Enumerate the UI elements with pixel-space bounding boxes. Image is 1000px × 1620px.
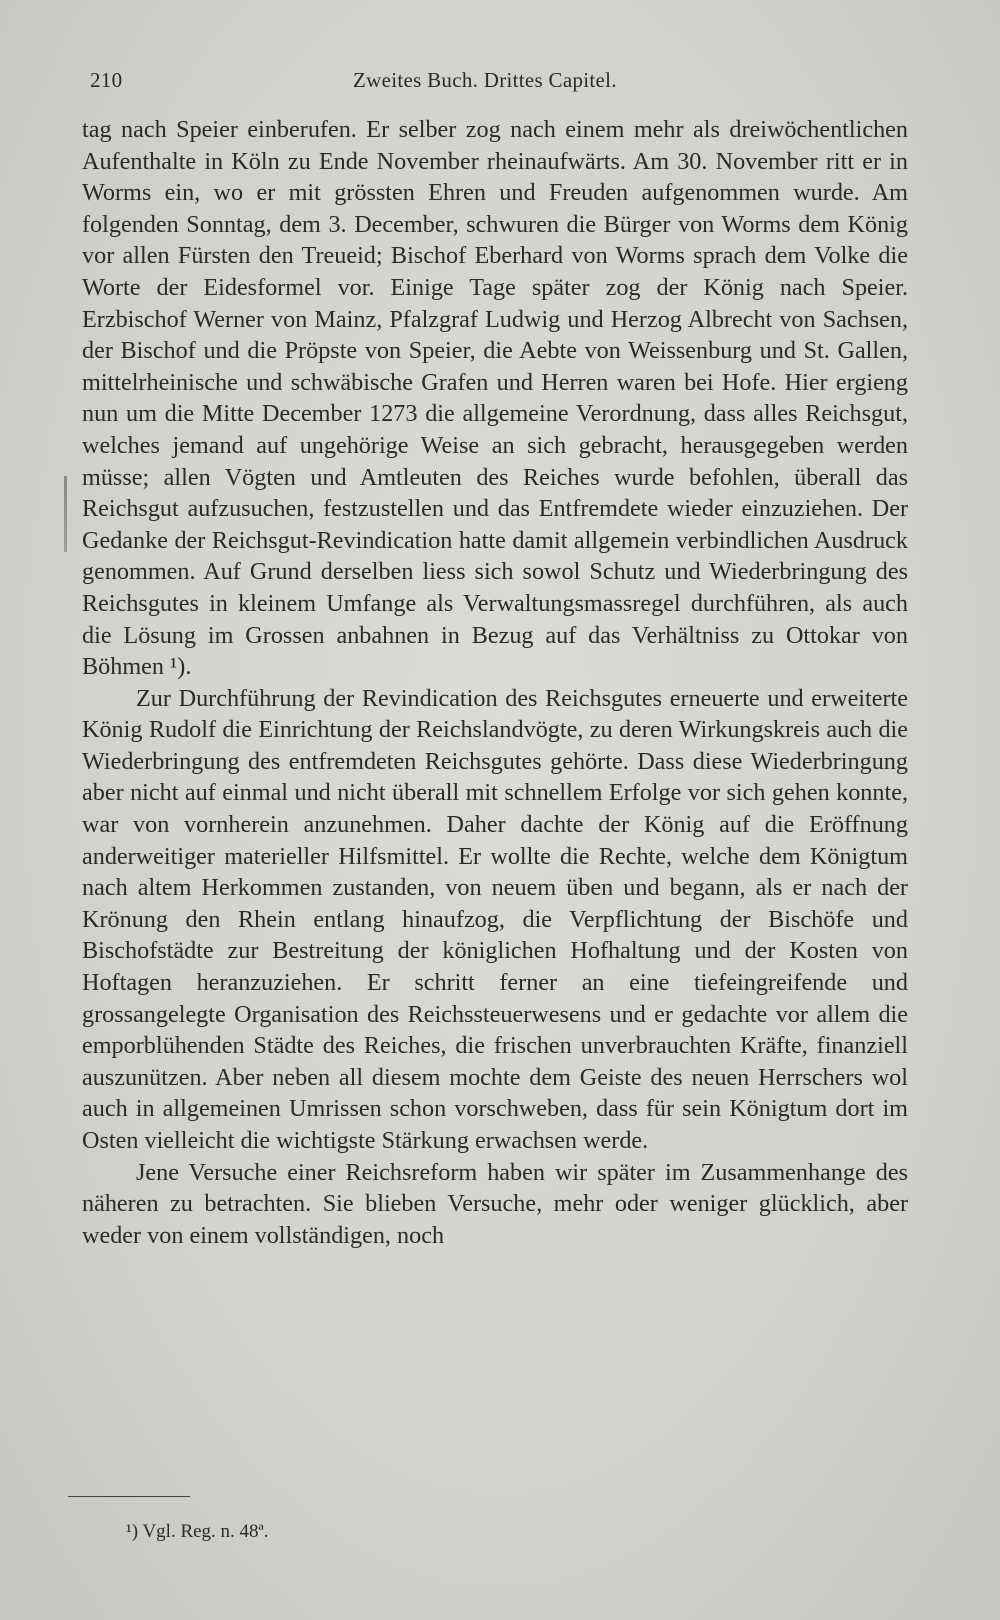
footnote-rule — [68, 1496, 190, 1497]
body-text — [82, 114, 908, 1251]
footnote — [126, 1521, 269, 1543]
footnote-marker: ¹) — [126, 1521, 139, 1542]
paragraph-3: Jene Versuche einer Reichsreform haben wir später im Zusammenhange des näheren zu betrachten. Sie blieben Versuche, mehr oder weniger glücklich, aber weder von einem vollständigen, noch — [82, 1158, 908, 1249]
paragraph-1: tag nach Speier einberufen. Er selber zog nach einem mehr als dreiwöchentlichen Aufenthalte in Köln zu Ende November rheinaufwärts. Am 30. November ritt er in Worms ein, wo er mit grössten Ehren und Freuden aufgenommen wurde. Am folgenden Sonntag, dem 3. December, schwuren die Bürger von Worms dem König vor allen Fürsten den Treueid; Bischof Eberhard von Worms sprach dem Volke die Worte der Eidesformel vor. Einige Tage später zog der König nach Speier. Erzbischof Werner von Mainz, Pfalzgraf Ludwig und Herzog Albrecht von Sachsen, der Bischof und die Pröpste von Speier, die Aebte von Weissenburg und St. Gallen, mittelrheinische und schwäbische Grafen und Herren waren bei Hofe. Hier ergieng nun um die Mitte December 1273 die allgemeine Verordnung, dass alles Reichsgut, welches jemand auf ungehörige Weise an sich gebracht, herausgegeben werden müsse; allen Vögten und Amtleuten des Reiches wurde befohlen, überall das Reichsgut aufzusuchen, festzustellen und das Entfremdete wieder einzuziehen. Der Gedanke der Reichsgut-Revindication hatte damit allgemein verbindlichen Ausdruck genommen. Auf Grund derselben liess sich sowol Schutz und Wiederbringung des Reichsgutes in kleinem Umfange als Verwaltungsmassregel durchführen, als auch die Lösung im Grossen anbahnen in Bezug auf das Verhältniss zu Ottokar von Böhmen ¹). — [82, 116, 908, 681]
page-number: 210 — [90, 68, 123, 92]
paragraph-2: Zur Durchführung der Revindication des Reichsgutes erneuerte und erweiterte König Rudolf die Einrichtung der Reichslandvögte, zu deren Wirkungskreis auch die Wiederbringung des entfremdeten Reichsgutes gehörte. Dass diese Wiederbringung aber nicht auf einmal und nicht überall mit schnellem Erfolge vor sich gehen konnte, war von vornherein anzunehmen. Daher dachte der König auf die Eröffnung anderweitiger materieller Hilfsmittel. Er wollte die Rechte, welche dem Königtum nach altem Herkommen zustanden, von neuem üben und begann, als er nach der Krönung den Rhein entlang hinaufzog, die Verpflichtung der Bischöfe und Bischofstädte zur Bestreitung der königlichen Hofhaltung und der Kosten von Hoftagen heranzuziehen. Er schritt ferner an eine tiefeingreifende und grossangelegte Organisation des Reichssteuerwesens und er gedachte vor allem die emporblühenden Städte des Reiches, die frischen unverbrauchten Kräfte, finanziell auszunützen. Aber neben all diesem mochte dem Geiste des neuen Herrschers wol auch in allgemeinen Umrissen schon vorschweben, dass für sein Königtum dort im Osten vielleicht die wichtigste Stärkung erwachsen werde. — [82, 684, 908, 1154]
margin-pencil-mark — [64, 476, 67, 552]
footnote-text: Vgl. Reg. n. 48ª. — [142, 1521, 269, 1542]
running-title: Zweites Buch. Drittes Capitel. — [353, 68, 617, 92]
page-header — [90, 62, 910, 102]
